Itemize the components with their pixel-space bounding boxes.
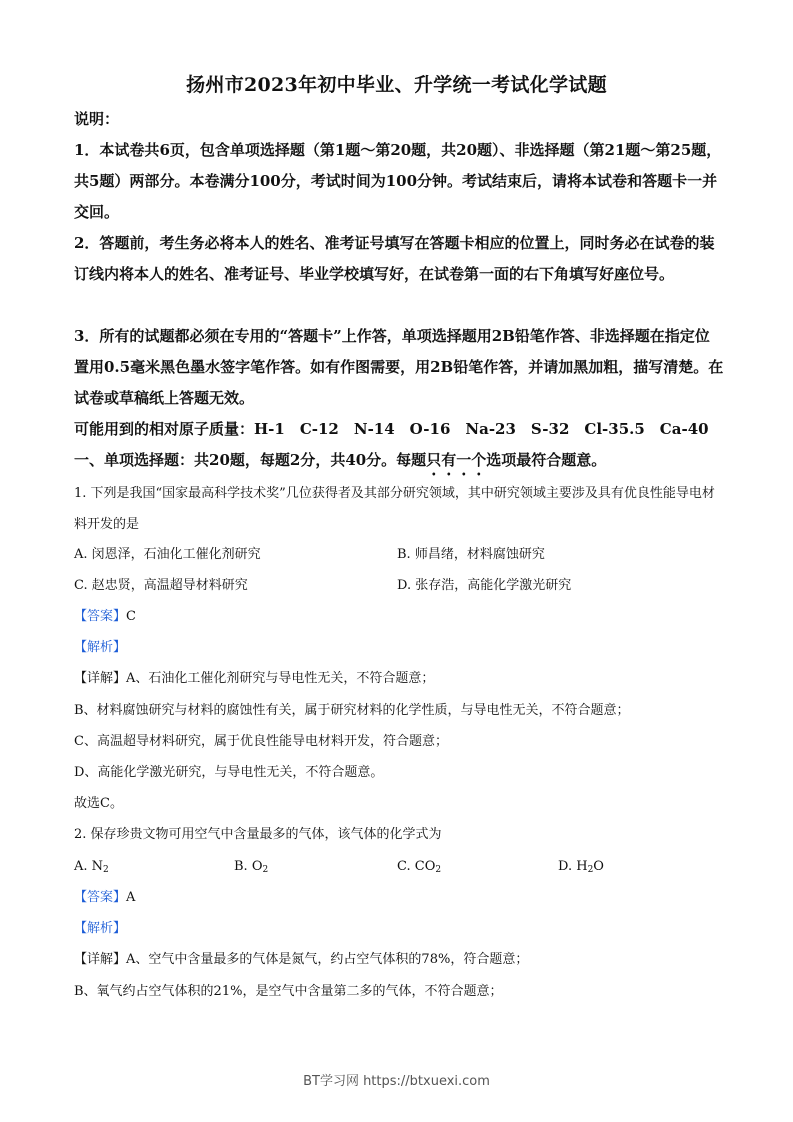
q2-analysis-label: 【解析】 (74, 921, 127, 936)
q2-detail-a: 【详解】A、空气中含量最多的气体是氮气，约占空气体积的78%，符合题意； (74, 952, 529, 967)
note-3: 3．所有的试题都必须在专用的“答题卡”上作答，单项选择题用2B铅笔作答、非选择题在指定位置用0.5毫米黑色墨水签字笔作答。如有作图需要，用2B铅笔作答，并请加黑加粗，描写清楚。在试卷或草稿纸上答题无效。 (74, 327, 724, 407)
q2-answer: 【答案】A (74, 890, 136, 905)
q1-answer: 【答案】C (74, 609, 136, 624)
note-1: 1．本试卷共6页，包含单项选择题（第1题～第20题，共20题）、非选择题（第21题～第25题，共5题）两部分。本卷满分100分，考试时间为100分钟。考试结束后，请将本试卷和答题卡一并交回。 (74, 141, 722, 221)
q1-detail-d: D、高能化学激光研究，与导电性无关，不符合题意。 (74, 765, 384, 780)
q2-option-a: A. $N_2$ (74, 859, 109, 875)
exam-title: 扬州市2023年初中毕业、升学统一考试化学试题 (186, 74, 607, 96)
q1-detail-b: B、材料腐蚀研究与材料的腐蚀性有关，属于研究材料的化学性质，与导电性无关，不符合题意； (74, 703, 630, 718)
q1-detail-c: C、高温超导材料研究，属于优良性能导电材料开发，符合题意； (74, 734, 448, 749)
note-2: 2．答题前，考生务必将本人的姓名、准考证号填写在答题卡相应的位置上，同时务必在试卷的装订线内将本人的姓名、准考证号、毕业学校填写好，在试卷第一面的右下角填写好座位号。 (74, 234, 715, 283)
footer-watermark[interactable]: BT学习网 https://btxuexi.com (303, 1074, 490, 1089)
q2-detail-b: B、氧气约占空气体积的21%，是空气中含量第二多的气体，不符合题意； (74, 984, 503, 999)
q2-option-d: D. $H_2O$ (558, 859, 604, 875)
q2-option-c: C. $CO_2$ (397, 859, 442, 875)
q1-detail-a: 【详解】A、石油化工催化剂研究与导电性无关，不符合题意； (74, 671, 435, 686)
q2-option-b: B. $O_2$ (234, 859, 269, 875)
q1-conclusion: 故选C。 (74, 796, 123, 811)
q1-option-d: D. 张存浩，高能化学激光研究 (397, 578, 572, 593)
section-heading: 一、单项选择题：共20题，每题2分，共40分。每题只有一个选项最符合题意。 (74, 451, 607, 469)
atomic-masses: 可能用到的相对原子质量：H-1 C-12 N-14 O-16 Na-23 S-32 Cl-35.5 Ca-40 (74, 420, 709, 438)
question-2-stem: 2. 保存珍贵文物可用空气中含量最多的气体，该气体的化学式为 (74, 827, 442, 842)
q1-option-b: B. 师昌绪，材料腐蚀研究 (397, 547, 545, 562)
q1-option-a: A. 闵恩泽，石油化工催化剂研究 (74, 547, 261, 562)
q1-analysis-label: 【解析】 (74, 640, 127, 655)
question-1-stem: 1. 下列是我国“国家最高科学技术奖”几位获得者及其部分研究领域，其中研究领域主要涉及具有优良性能导电材料开发的是 (74, 486, 715, 532)
emphasis-text: 只有一个 (426, 451, 487, 469)
notes-label: 说明： (74, 110, 120, 128)
q1-option-c: C. 赵忠贤，高温超导材料研究 (74, 578, 248, 593)
